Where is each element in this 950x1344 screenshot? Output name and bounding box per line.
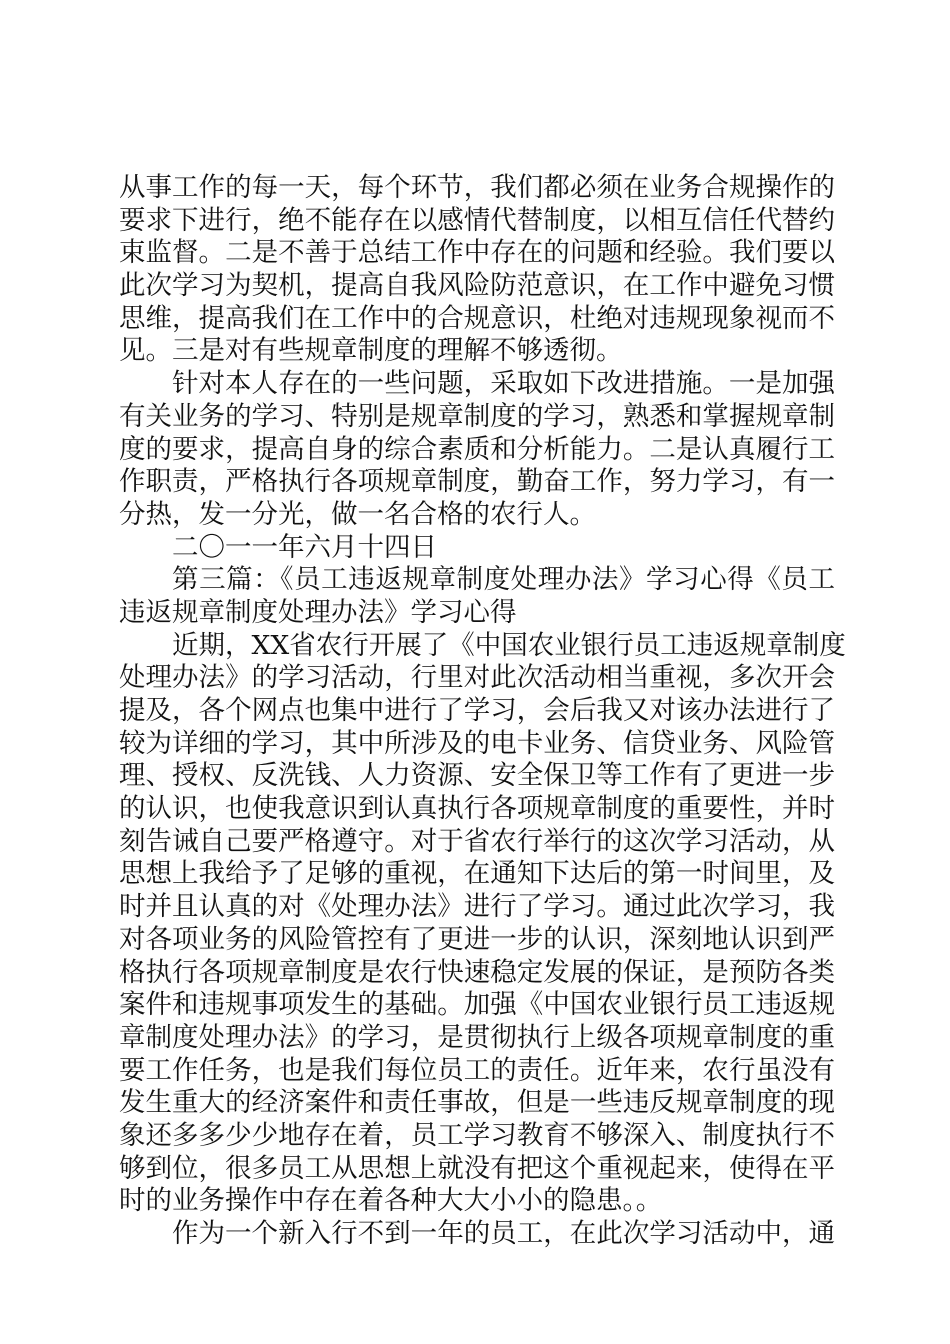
text-line: 提及，各个网点也集中进行了学习，会后我又对该办法进行了: [119, 695, 835, 726]
text-line: 对各项业务的风险管控有了更进一步的认识，深刻地认识到严: [119, 923, 835, 955]
text-line: 刻告诫自己要严格遵守。对于省农行举行的这次学习活动，从: [119, 825, 835, 857]
text-line: 理、授权、反洗钱、人力资源、安全保卫等工作有了更进一步: [119, 760, 835, 792]
document-body: [119, 172, 846, 1251]
text-line: 有关业务的学习、特别是规章制度的学习，熟悉和掌握规章制: [119, 400, 835, 432]
text-line: 思想上我给予了足够的重视，在通知下达后的第一时间里，及: [119, 858, 835, 890]
text-line: 思维，提高我们在工作中的合规意识，杜绝对违规现象视而不: [119, 302, 835, 334]
text-line: 象还多多少少地存在着，员工学习教育不够深入、制度执行不: [119, 1119, 835, 1151]
text-line: 案件和违规事项发生的基础。加强《中国农业银行员工违返规: [119, 989, 835, 1021]
section-heading-continued: 违返规章制度处理办法》学习心得: [119, 596, 517, 628]
text-line: 度的要求，提高自身的综合素质和分析能力。二是认真履行工: [119, 433, 835, 465]
text-line: 处理办法》的学习活动，行里对此次活动相当重视，多次开会: [119, 662, 835, 694]
paragraph-first-line: 作为一个新入行不到一年的员工，在此次学习活动中，通: [172, 1218, 835, 1249]
text-line: 够到位，很多员工从思想上就没有把这个重视起来，使得在平: [119, 1152, 835, 1184]
text-line: 要求下进行，绝不能存在以感情代替制度，以相互信任代替约: [119, 204, 835, 236]
text-line: 分热，发一分光，做一名合格的农行人。: [119, 498, 596, 530]
text-line: 束监督。二是不善于总结工作中存在的问题和经验。我们要以: [119, 237, 835, 269]
paragraph-first-line: 针对本人存在的一些问题，采取如下改进措施。一是加强: [172, 368, 835, 400]
text-line: 时的业务操作中存在着各种大大小小的隐患。。: [119, 1185, 663, 1217]
text-line: 章制度处理办法》的学习，是贯彻执行上级各项规章制度的重: [119, 1021, 835, 1053]
text-line: 较为详细的学习，其中所涉及的电卡业务、信贷业务、风险管: [119, 727, 835, 759]
paragraph-first-line: 近期，XX省农行开展了《中国农业银行员工违返规章制度: [172, 629, 846, 661]
text-line: 时并且认真的对《处理办法》进行了学习。通过此次学习，我: [119, 891, 835, 923]
text-line: 格执行各项规章制度是农行快速稳定发展的保证，是预防各类: [119, 956, 835, 988]
text-line: 此次学习为契机，提高自我风险防范意识，在工作中避免习惯: [119, 270, 835, 302]
text-line: 要工作任务，也是我们每位员工的责任。近年来，农行虽没有: [119, 1054, 835, 1086]
text-line: 发生重大的经济案件和责任事故，但是一些违反规章制度的现: [119, 1087, 835, 1119]
text-line: 见。三是对有些规章制度的理解不够透彻。: [119, 335, 623, 367]
text-line: 从事工作的每一天，每个环节，我们都必须在业务合规操作的: [119, 172, 835, 203]
date-line: 二〇一一年六月十四日: [172, 531, 437, 563]
text-line: 作职责，严格执行各项规章制度，勤奋工作，努力学习，有一: [119, 466, 835, 498]
section-heading: 第三篇：《员工违返规章制度处理办法》学习心得《员工: [172, 564, 835, 596]
text-line: 的认识，也使我意识到认真执行各项规章制度的重要性，并时: [119, 793, 835, 825]
